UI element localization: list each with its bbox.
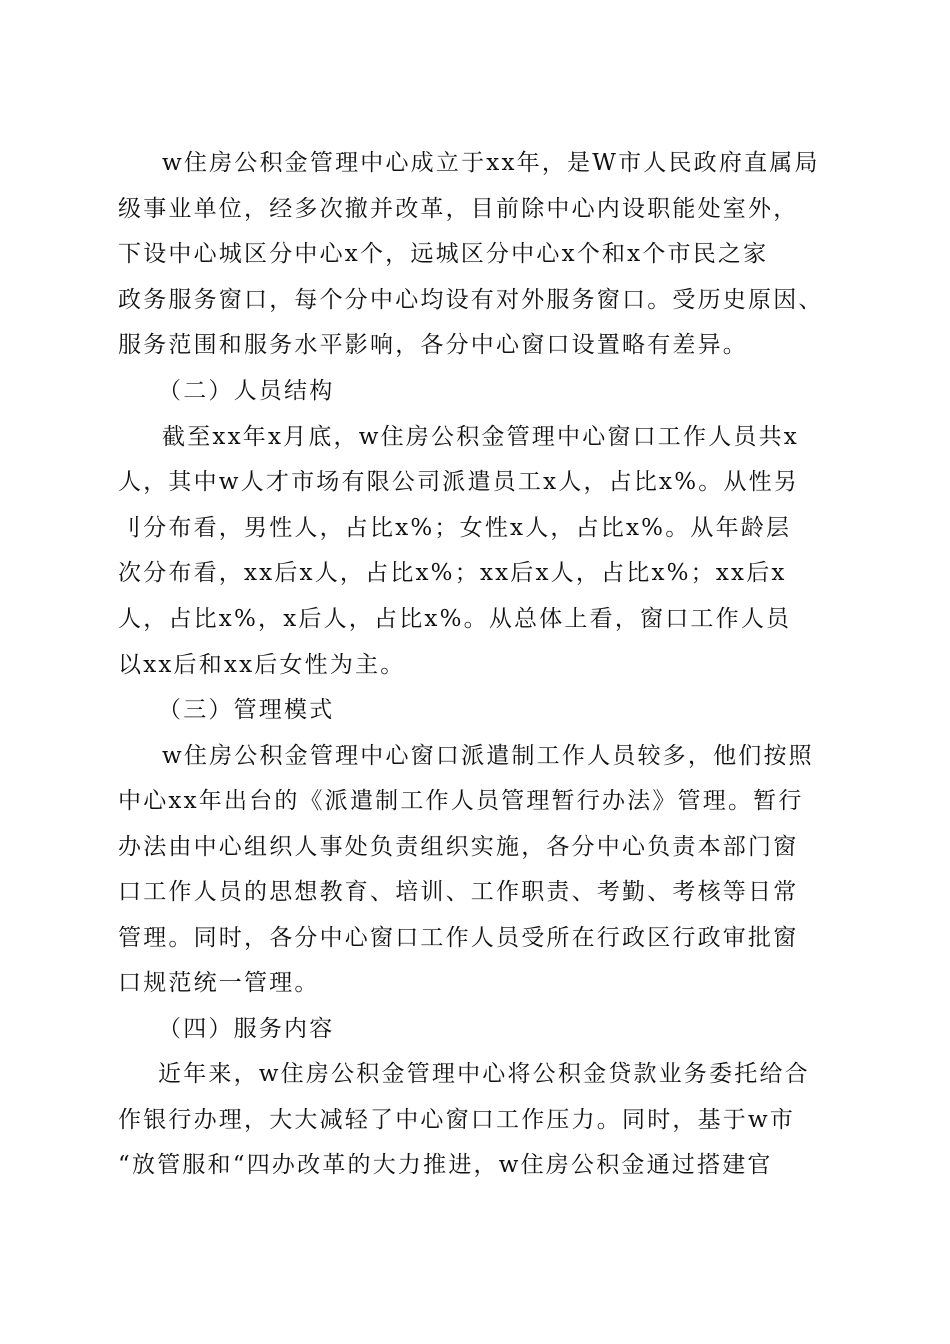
paragraph-4-line-1: 近年来，w住房公积金管理中心将公积金贷款业务委托给合 [158,1061,810,1087]
paragraph-3-line-5: 管理。同时，各分中心窗口工作人员受所在行政区行政审批窗 [118,925,799,951]
section-heading-2: （二）人员结构 [158,378,335,404]
paragraph-1-line-5: 服务范围和服务水平影响，各分中心窗口设置略有差异。 [118,332,748,358]
paragraph-2-line-2: 人，其中w人才市场有限公司派遣员工x人，占比x%。从性另 [118,469,800,495]
paragraph-1-line-1: w住房公积金管理中心成立于xx年，是W市人民政府直属局 [162,150,820,176]
paragraph-1-line-2: 级事业单位，经多次撤并改革，目前除中心内设职能处室外， [118,196,799,222]
paragraph-2-line-6: 以xx后和xx后女性为主。 [118,652,406,678]
paragraph-3-line-6: 口规范统一管理。 [118,970,320,996]
paragraph-4-line-2: 作银行办理，大大减轻了中心窗口工作压力。同时，基于w市 [118,1107,796,1133]
paragraph-2-line-5: 人，占比x%，x后人，占比x%。从总体上看，窗口工作人员 [118,606,792,632]
paragraph-2-line-1: 截至xx年x月底，w住房公积金管理中心窗口工作人员共x [162,424,799,450]
paragraph-3-line-2: 中心xx年出台的《派遣制工作人员管理暂行办法》管理。暂行 [118,788,804,814]
paragraph-1-line-3: 下设中心城区分中心x个，远城区分中心x个和x个市民之家 [118,241,769,267]
section-heading-3: （三）管理模式 [158,697,335,723]
paragraph-3-line-3: 办法由中心组织人事处负责组织实施，各分中心负责本部门窗 [118,834,799,860]
section-heading-4: （四）服务内容 [158,1016,335,1042]
paragraph-3-line-4: 口工作人员的思想教育、培训、工作职责、考勤、考核等日常 [118,879,799,905]
paragraph-2-line-4: 次分布看，xx后x人，占比x%；xx后x人，占比x%；xx后x [118,560,787,586]
paragraph-2-line-3: 刂分布看，男性人，占比x%；女性x人，占比x%。从年龄层 [118,515,792,541]
paragraph-3-line-1: w住房公积金管理中心窗口派遣制工作人员较多，他们按照 [162,743,814,769]
paragraph-4-line-3: “放管服和“四办改革的大力推进，w住房公积金通过搭建官 [118,1152,773,1178]
paragraph-1-line-4: 政务服务窗口，每个分中心均设有对外服务窗口。受历史原因、 [118,287,824,313]
